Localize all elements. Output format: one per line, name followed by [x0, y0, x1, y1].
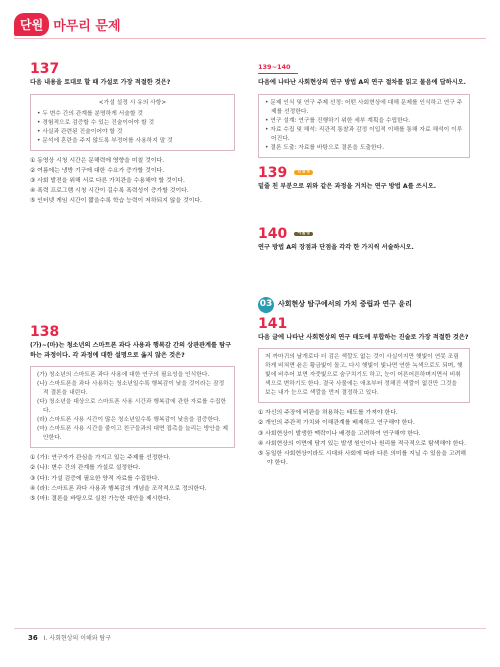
question-number: 138	[30, 324, 60, 341]
answer-option[interactable]: ④ (라): 스마트폰 과다 사용과 행복감의 개념을 조작적으로 정의한다.	[30, 485, 207, 492]
unit-badge: 단원	[14, 13, 49, 36]
question-138	[30, 325, 235, 504]
unit-header	[14, 10, 121, 38]
box-item: (나) 스마트폰을 과다 사용하는 청소년일수록 행복감이 낮을 것이라는 잠정적 결론을 내린다.	[37, 381, 225, 397]
question-range-label: 139~140	[258, 63, 291, 71]
box-item: (다) 청소년을 대상으로 스마트폰 사용 시간과 행복감에 관한 자료를 수집한다.	[37, 399, 227, 415]
tag-underline	[258, 73, 298, 74]
box-item: • 연구 설계: 연구를 진행하기 위한 세부 계획을 수립한다.	[265, 117, 411, 124]
question-group-139-140	[258, 62, 470, 158]
box-item: • 경험적으로 검증할 수 있는 진술이어야 할 것	[37, 119, 155, 126]
answer-option[interactable]: ② 여름에는 냉방 기구에 대한 수요가 증가할 것이다.	[30, 167, 165, 174]
header-divider	[14, 38, 486, 39]
question-range-tag	[258, 62, 298, 74]
answer-option[interactable]: ④ 폭력 프로그램 시청 시간이 길수록 폭력성이 증가할 것이다.	[30, 187, 189, 194]
answer-option[interactable]: ③ (다): 가설 검증에 필요한 양적 자료를 수집한다.	[30, 475, 160, 482]
question-text: (가)~(마)는 청소년의 스마트폰 과다 사용과 행복감 간의 상관관계를 탐구하는 과정이다. 각 과정에 대한 설명으로 옳지 않은 것은?	[30, 342, 232, 359]
question-number	[258, 227, 470, 241]
question-text: 연구 방법 A의 장점과 단점을 각각 한 가지씩 서술하시오.	[258, 244, 414, 252]
question-text: 다음 내용을 토대로 할 때 가설로 가장 적절한 것은?	[30, 79, 171, 86]
section-heading	[258, 297, 470, 313]
answer-option[interactable]: ③ 사회현상이 발생한 맥락이나 배경을 고려하여 연구해야 한다.	[258, 430, 421, 437]
short-answer-badge: 단답형	[294, 170, 313, 175]
question-box	[258, 348, 470, 403]
left-column	[30, 62, 235, 505]
question-box	[30, 94, 235, 151]
question-141	[258, 317, 470, 468]
box-item: • 사실과 관련된 진술이어야 할 것	[37, 128, 123, 135]
question-text: 다음 글에 나타난 사회현상의 연구 태도에 부합하는 진술로 가장 적절한 것은?	[258, 333, 469, 341]
box-item: (가) 청소년의 스마트폰 과다 사용에 대한 연구의 필요성을 인식한다.	[37, 372, 210, 379]
question-137	[30, 62, 235, 206]
box-item: • 자료 수집 및 해석: 직관적 통찰과 감정 이입적 이해를 통해 자료 해석이 이루어진다.	[265, 126, 463, 142]
answer-option[interactable]: ① (가): 연구자가 관심을 가지고 있는 주제를 선정한다.	[30, 455, 171, 462]
box-item: • 두 변수 간의 관계를 분명하게 서술할 것	[37, 110, 143, 117]
box-title: <가설 설정 시 유의 사항>	[98, 99, 167, 106]
question-number: 141	[258, 315, 288, 332]
answer-options	[258, 409, 470, 468]
answer-option[interactable]: ④ 사회현상의 이면에 담겨 있는 발생 원인이나 원리를 적극적으로 탐색해야 한다.	[258, 440, 466, 447]
answer-option[interactable]: ① 자신의 주장에 비판을 허용하는 태도를 가져야 한다.	[258, 410, 398, 417]
page-footer	[28, 633, 111, 642]
question-number	[258, 166, 470, 180]
answer-option[interactable]: ② 개인의 주관적 가치와 이해관계를 배제하고 연구해야 한다.	[258, 420, 415, 427]
section-number: 03	[258, 297, 274, 313]
chapter-title: I. 사회현상의 이해와 탐구	[43, 635, 112, 642]
right-column	[258, 62, 470, 469]
question-box	[258, 94, 470, 158]
answer-options	[30, 454, 235, 504]
answer-option[interactable]: ① 동영상 시청 시간은 문해력에 영향을 미칠 것이다.	[30, 157, 165, 164]
answer-options	[30, 157, 235, 207]
page-number: 36	[28, 633, 38, 642]
answer-option[interactable]: ⑤ 인터넷 게임 시간이 짧을수록 학습 능력이 저하되지 않을 것이다.	[30, 198, 202, 205]
question-text: 다음에 나타난 사회현상의 연구 방법 A의 연구 절차를 읽고 물음에 답하시오.	[258, 79, 466, 87]
box-item: • 문제 인식 및 연구 주제 선정: 어떤 사회현상에 대해 문제를 인식하고 연구 주제를 선정한다.	[265, 99, 463, 115]
answer-option[interactable]: ⑤ (마): 결론을 바탕으로 실천 가능한 대안을 제시한다.	[30, 495, 171, 502]
answer-option[interactable]: ⑤ 동일한 사회현상이라도 시대와 사회에 따라 다른 의미를 지닐 수 있음을 고려해야 한다.	[258, 450, 466, 467]
unit-title: 마무리 문제	[53, 18, 121, 34]
answer-option[interactable]: ③ 사회 발전을 위해 서로 다른 가치관을 수용해야 할 것이다.	[30, 177, 185, 184]
answer-option[interactable]: ② (나): 변수 간의 관계를 가설로 설정한다.	[30, 465, 141, 472]
question-139	[258, 166, 470, 192]
box-item: • 문석에 혼란을 주지 않도록 부정어를 사용하지 말 것	[37, 137, 173, 144]
question-box	[30, 366, 235, 448]
question-140	[258, 227, 470, 253]
section-title: 사회현상 탐구에서의 가치 중립과 연구 윤리	[278, 300, 412, 309]
box-item: (라) 스마트폰 사용 시간이 많은 청소년일수록 행복감이 낮음을 검증한다.	[37, 417, 221, 424]
box-item: (마) 스마트폰 사용 시간을 줄이고 친구들과의 대면 접촉을 늘리는 방안을 제안한다.	[37, 426, 228, 442]
question-number-text: 139	[258, 164, 288, 181]
passage-text: 저 까마귀의 날개로다 더 검은 색깔도 없는 것이 사실이지만 햇빛이 연못 조림하게 비쳐면 윤은 황금빛이 돌고, 다시 햇빛이 빛나면 연한 녹색으로도 되며, 햇빛에 비추어 보면 자줏빛으로 숨구치기도 하고, 눈이 어른어른하며지면서 비취색으로 변하기도 한다. 결국 사물에는 애초부터 정해진 색깔이 없건만 그것을 보는 내가 눈으로 색깔을 먼저 결정하고 있다.	[265, 354, 463, 397]
question-number-text: 140	[258, 226, 288, 243]
box-item: • 결론 도출: 자료를 바탕으로 결론을 도출한다.	[265, 144, 385, 151]
question-number: 137	[30, 61, 60, 77]
question-text: 밑줄 친 부분으로 위와 같은 과정을 거치는 연구 방법 A를 쓰시오.	[258, 182, 437, 190]
essay-badge: 서술형	[294, 232, 313, 237]
footer-divider	[14, 628, 486, 629]
